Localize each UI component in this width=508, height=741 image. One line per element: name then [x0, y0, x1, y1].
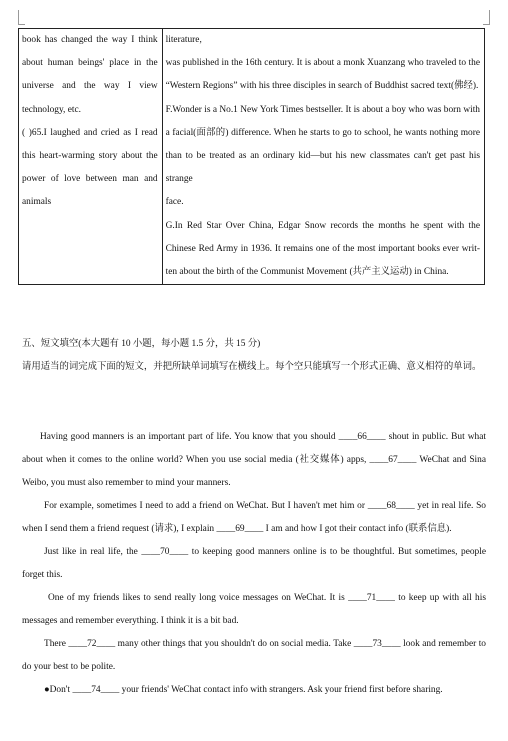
table-left-column — [19, 29, 163, 285]
passage-paragraph-2: For example, sometimes I need to add a friend on WeChat. But I haven't met him or ____68____ yet in real life. So when I send them a friend request (请求), I explain ____69____ I am and how I got their contact info (联系信息). — [22, 501, 486, 534]
passage-paragraph-5: There ____72____ many other things that you shouldn't do on social media. Take ____73____ look and remember to do your best to be polite. — [22, 639, 486, 672]
table-right-item-5: G.In Red Star Over China, Edgar Snow records the months he spent with the Chinese Red Army in 1936. It remains one of the most important books ever writ-ten about the birth of the Communist Movement (共产主义运动) in China. — [165, 220, 480, 278]
passage-paragraph-3: Just like in real life, the ____70____ to keeping good manners online is to be thoughtful. But sometimes, people forget this. — [22, 547, 486, 580]
section-instruction: 请用适当的词完成下面的短文，并把所缺单词填写在横线上。每个空只能填写一个形式正确、意义相符的单词。 — [22, 362, 482, 373]
crop-mark-top-right — [483, 10, 490, 25]
matching-table — [18, 28, 485, 285]
passage — [22, 426, 486, 702]
passage-paragraph-6: ●Don't ____74____ your friends' WeChat contact info with strangers. Ask your friend first before sharing. — [44, 685, 443, 695]
table-right-column — [162, 29, 484, 285]
table-left-item-2: ( )65.I laughed and cried as I read this heart-warming story about the power of love between man and animals — [22, 127, 158, 208]
table-left-item-1: book has changed the way I think about human beings' place in the universe and the way I view technology, etc. — [22, 35, 158, 115]
section-header — [22, 333, 486, 379]
table-right-item-3: F.Wonder is a No.1 New York Times bestseller. It is about a boy who was born with a facial(面部的) difference. When he starts to go to school, he wants nothing more than to be treated as an ordinary kid—but his new classmates can't get past his strange — [165, 104, 480, 185]
table-right-item-2: was published in the 16th century. It is about a monk Xuanzang who traveled to the “Western Regions” with his three disciples in search of Buddhist sacred text(佛经). — [165, 58, 480, 92]
passage-paragraph-4: One of my friends likes to send really long voice messages on WeChat. It is ____71____ to keep up with all his messages and remember everything. I think it is a bit bad. — [22, 593, 486, 626]
passage-paragraph-1: Having good manners is an important part of life. You know that you should ____66____ shout in public. But what about when it comes to the online world? When you use social media (社交媒体) apps, ____67____ WeChat and Sina Weibo, you must also remember to mind your manners. — [22, 432, 486, 488]
crop-mark-top-left — [18, 10, 25, 25]
section-heading: 五、短文填空(本大题有 10 小题，每小题 1.5 分，共 15 分) — [22, 339, 261, 349]
table-right-item-1: literature, — [165, 35, 202, 45]
table-right-item-4: face. — [165, 197, 184, 208]
